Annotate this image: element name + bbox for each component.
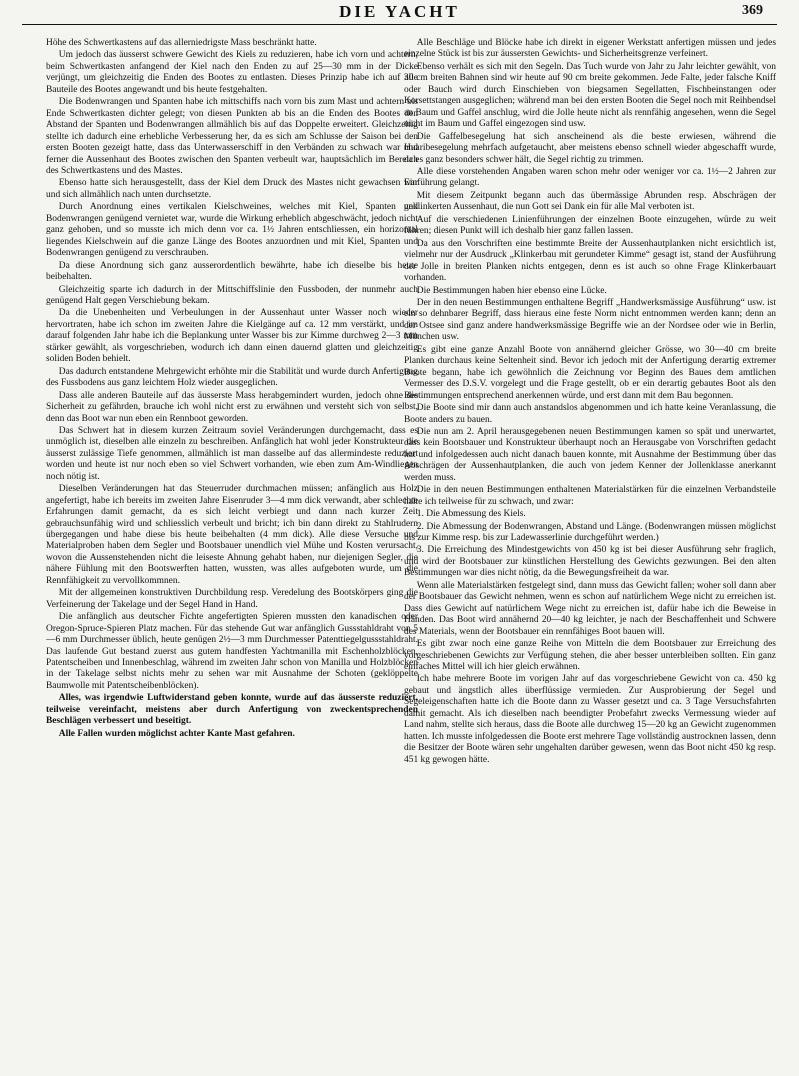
paragraph: Mit der allgemeinen konstruktiven Durchbildung resp. Veredelung des Bootskörpers ging die Verfeinerung der Takelage und der Segel Hand in Hand.: [46, 588, 418, 610]
paragraph: Die in den neuen Bestimmungen enthaltenen Materialstärken für die einzelnen Verbandsteile halte ich teilweise für zu schwach, und zwar:: [404, 485, 776, 507]
paragraph: 1. Die Abmessung des Kiels.: [416, 509, 526, 520]
paragraph: Ebenso verhält es sich mit den Segeln. Das Tuch wurde von Jahr zu Jahr leichter gewählt, von 30 cm breiten Bahnen sind wir heute auf 90 cm breite gekommen. Jede Falte, jeder falsche Kniff oder Bauch wird durch Einschieben von biegsamen Segellatten, Fischbeinstangen oder Korsettstangen ausgeglichen; während man bei den ersten Booten die Segel noch mit Reihbendsel an Baum und Gaffel anschlug, wird die Jolle heute nicht als rennfähig angesehen, wenn die Segel nicht im Baum und Gaffel eingezogen sind usw.: [404, 61, 776, 130]
paragraph: Die Bestimmungen haben hier ebenso eine Lücke.: [416, 285, 607, 296]
paragraph: Durch Anordnung eines vertikalen Kielschweines, welches mit Kiel, Spanten und Bodenwrangen genügend vernietet war, wurde die Wirkung erheblich abgeschwächt, jedoch nicht ganz gehoben, und so musste ich mich denn vor ca. 1½ Jahren entschliessen, ein horizontal liegendes Kielschwein auf die ganze Länge des Bootes anzuordnen und mit Kiel, Spanten und Bodenwrangen genügend zu verschrauben.: [46, 202, 418, 259]
running-title: DIE YACHT: [339, 2, 460, 21]
paragraph: Höhe des Schwertkastens auf das allerniedrigste Mass beschränkt hatte.: [46, 38, 317, 48]
paragraph: 2. Die Abmessung der Bodenwrangen, Abstand und Länge. (Bodenwrangen müssen möglichst bis zur Kimme resp. bis zur Ladewasserlinie durchgeführt werden.): [404, 521, 776, 544]
paragraph: Um jedoch das äusserst schwere Gewicht des Kiels zu reduzieren, habe ich vorn und achtern, beim Schwertkasten anfangend der Kiel nach den Enden zu auf 25—30 mm in der Dicke verjüngt, um gleichzeitig die Enden des Bootes zu entlasten. Dieses Prinzip habe ich auf alle Bauteile des Bootes angewandt und bis heute festgehalten.: [46, 50, 418, 95]
paragraph: Mit diesem Zeitpunkt begann auch das übermässige Abrunden resp. Abschrägen der geklinkerten Aussenhaut, die nun Gott sei Dank ein für alle Mal verboten ist.: [404, 190, 776, 213]
page-number: 369: [742, 3, 763, 18]
paragraph: Es gibt zwar noch eine ganze Reihe von Mitteln die dem Bootsbauer zur Erreichung des vorgeschriebenen Gewichts zur Verfügung stehen, die aber besser unterbleiben sollten. Ein ganz einfaches Mittel will ich hier gleich erwähnen.: [404, 639, 776, 673]
paragraph: Die anfänglich aus deutscher Fichte angefertigten Spieren mussten den kanadischen oder Oregon-Spruce-Spieren Platz machen. Für das stehende Gut war anfänglich Gussstahldraht von 5—6 mm Durchmesser üblich, heute genügen 2½—3 mm Durchmesser Patenttiegelgussstahldraht. Das laufende Gut bestand zuerst aus gutem handfesten Yachtmanilla mit Eschenholzblöcken, Patentscheiben und Innenbeschlag, während im zweiten Jahr schon von Manilla und Holzblöcken in der Takelage selbst nichts mehr zu sehen war mit Ausnahme der Schoten (geklöppelte Baumwolle mit Patentscheibenblöcken).: [46, 612, 418, 691]
paragraph: Da aus den Vorschriften eine bestimmte Breite der Aussenhautplanken nicht ersichtlich ist, vielmehr nur der Ausdruck „Klinkerbau mit gerundeter Kimme“ gesagt ist, stand der Ausführung der Jolle in breiten Planken nichts entgegen, denn es ist auch so ohne Frage Klinkerbauart vorhanden.: [404, 238, 776, 284]
paragraph: Ich habe mehrere Boote im vorigen Jahr auf das vorgeschriebene Gewicht von ca. 450 kg gebaut und ängstlich alles überflüssige vermieden. Zur Ausprobierung der Segel und Segeleigenschaften hatte ich die Boote dann zu Wasser gesetzt und ca. 3 Tage Versuchsfahrten damit gemacht. Als ich dieselben nach beendigter Probefahrt zwecks Vermessung wieder auf Land nahm, stellte sich heraus, dass die Boote alle durchweg 15—20 kg an Gewicht zugenommen hatten. Ich musste infolgedessen die Boote erst mehrere Tage vollständig austrocknen lassen, denn die Besitzer der Boote wären sehr ungehalten darüber gewesen, wenn das Boot nicht 450 kg resp. 451 kg gewogen hätte.: [404, 674, 776, 765]
paragraph: Der in den neuen Bestimmungen enthaltene Begriff „Handwerksmässige Ausführung“ usw. ist ein so dehnbarer Begriff, dass hieraus eine feste Norm nicht entnommen werden kann; denn an der Ostsee sind ganz andere handwerksmässige Begriffe wie an der Nordsee oder wie in Berlin, München usw.: [404, 297, 776, 343]
paragraph: Alles, was irgendwie Luftwiderstand geben konnte, wurde auf das äusserste reduziert, teilweise vereinfacht, meistens aber durch Anfertigung von zweckentsprechenden Beschlägen verbessert und beseitigt.: [46, 693, 418, 727]
paragraph: Es gibt eine ganze Anzahl Boote von annähernd gleicher Grösse, wo 30—40 cm breite Planken durchaus keine Seltenheit sind. Bevor ich jedoch mit der Anfertigung derartig extremer Boote begann, habe ich gewöhnlich die Zeichnung vor Beginn des Baues dem amtlichen Vermesser des D.S.V. vorgelegt und die Frage gestellt, ob er ein derartig gebautes Boot als den Bestimmungen entsprechend anerkennen würde, und erst dann mit dem Bau begonnen.: [404, 344, 776, 401]
page-header: [0, 0, 799, 24]
paragraph: Das dadurch entstandene Mehrgewicht erhöhte mir die Stabilität und wurde durch Anfertigung des Fussbodens aus ganz leichtem Holz wieder ausgeglichen.: [46, 366, 418, 389]
paragraph: Dass alle anderen Bauteile auf das äusserste Mass herabgemindert wurden, jedoch ohne die Sicherheit zu gefährden, brauche ich wohl nicht erst zu erwähnen und versteht sich von selbst, denn das Boot war nun eben ein Rennboot geworden.: [46, 390, 418, 424]
paragraph: Alle diese vorstehenden Angaben waren schon mehr oder weniger vor ca. 1½—2 Jahren zur Einführung gelangt.: [404, 166, 776, 189]
paragraph: Auf die verschiedenen Linienführungen der einzelnen Boote einzugehen, würde zu weit führen; diesen Punkt will ich deshalb hier ganz fallen lassen.: [404, 214, 776, 237]
paragraph: Das Schwert hat in diesem kurzen Zeitraum soviel Veränderungen durchgemacht, dass es unmöglich ist, dieselben alle einzeln zu beschreiben. Anfänglich hat wohl jeder Konstrukteur die äusserst zulässige Tiefe genommen, allmählich ist man dasselbe auf das allermindeste reduziert worden und heute ist nur noch eben so viel Schwert vorhanden, wie eben zum Am-Windliegen noch nötig ist.: [46, 425, 418, 482]
paragraph: Die Gaffelbesegelung hat sich anscheinend als die beste erwiesen, während die Huaribesegelung mehrfach aufgetaucht, aber meistens ebenso schnell wieder abgeschafft wurde, da es ganz besonders schwer hält, die Segel richtig zu trimmen.: [404, 131, 776, 165]
right-column: [404, 38, 776, 1048]
paragraph: Die Bodenwrangen und Spanten habe ich mittschiffs nach vorn bis zum Mast und achtern bis Ende Schwertkasten dichter gelegt; von diesen Punkten ab bis an die Enden des Bootes den Abstand der Spanten und Bodenwrangen allmählich bis auf das Doppelte erweitert. Gleichzeitig stellte ich dadurch eine erhebliche Verbesserung her, da es sich am Schlusse der Saison bei den ersten Booten gezeigt hatte, dass das Unterwasserschiff in den Verbänden zu schwach war und ferner die Aussenhaut des Bootes zwischen den Spanten verbeult war, hauptsächlich im Bereich des Schwertkastens und des Mastes.: [46, 97, 418, 176]
paragraph: Da die Unebenheiten und Verbeulungen in der Aussenhaut unter Wasser noch wieder hervortraten, habe ich schon im zweiten Jahre die Kielgänge auf ca. 12 mm verstärkt, und im darauf folgenden Jahr habe ich die Beplankung unter Wasser bis zur Kimme durchweg 2—3 mm stärker gewählt, als vorgeschrieben, wodurch ich dann einen dauernd glatten und gleichzeitig soliden Boden behielt.: [46, 308, 418, 365]
header-rule: [22, 24, 777, 25]
paragraph: Die Boote sind mir dann auch anstandslos abgenommen und ich hatte keine Veranlassung, die Boote anders zu bauen.: [404, 403, 776, 425]
paragraph: Wenn alle Materialstärken festgelegt sind, dann muss das Gewicht fallen; woher soll dann aber der Bootsbauer das Gewicht nehmen, wenn es schon auf natürlichem Wege nicht zu erreichen ist. Dass dies Gewicht auf natürlichem Wege nicht zu erreichen ist, dafür habe ich die Beweise in Händen. Das Boot wird annähernd 20—40 kg leichter, je nach der Beschaffenheit und Schwere des Materials, wenn der Bootsbauer ein rennfähiges Boot bauen will.: [404, 580, 776, 637]
paragraph: Gleichzeitig sparte ich dadurch in der Mittschiffslinie den Fussboden, der nunmehr auch genügend Halt gegen Verschiebung bekam.: [46, 284, 418, 306]
paragraph: Da diese Anordnung sich ganz ausserordentlich bewährte, habe ich dieselbe bis heute beibehalten.: [46, 260, 418, 283]
paragraph: 3. Die Erreichung des Mindestgewichts von 450 kg ist bei dieser Ausführung sehr fraglich, und wird der Bootsbauer zur künstlichen Herstellung des Gewichts gezwungen. Bei den alten Bestimmungen war dies nicht nötig, da die Bewegungsfreiheit da war.: [404, 545, 776, 579]
paragraph: Ebenso hatte sich herausgestellt, dass der Kiel dem Druck des Mastes nicht gewachsen war und sich allmählich nach unten durchsetzte.: [46, 178, 418, 200]
paragraph: Alle Beschläge und Blöcke habe ich direkt in eigener Werkstatt anfertigen müssen und jedes einzelne Stück ist bis zur äussersten Gewichts- und Sicherheitsgrenze verfeinert.: [404, 38, 776, 60]
paragraph: Alle Fallen wurden möglichst achter Kante Mast gefahren.: [58, 728, 295, 739]
paragraph: Die nun am 2. April herausgegebenen neuen Bestimmungen kamen so spät und unerwartet, dass kein Bootsbauer und Konstrukteur überhaupt noch an Herausgabe von Vorschriften gedacht hat und infolgedessen auch nicht danach bauen konnte, mit Ausnahme der Bestimmung über das Abschrägen der Aussenhautplanken, die auch von jedem Kenner der Jollenklasse anerkannt werden muss.: [404, 426, 776, 483]
paragraph: Dieselben Veränderungen hat das Steuerruder durchmachen müssen; anfänglich aus Holz angefertigt, habe ich bereits im zweiten Jahre Eisenruder 3—4 mm dick verwandt, aber schlechte Erfahrungen damit gemacht, da es sich leicht verbiegt und dann nach kurzer Zeit gebrauchsunfähig wird und schliesslich verbeult und bricht; ich bin dann direkt zu Stahlrudern übergegangen und habe diese bis heute beibehalten (4 mm dick). Alle diese Versuche und Materialproben haben dem Segler und Bootsbauer unendlich viel Mühe und Kosten verursacht, wovon die Aussenstehenden nicht die leiseste Ahnung gehabt haben, nur diejenigen Segler, die nähere Fühlung mit den Bootswerften hatten, wussten, was alles aufgeboten wurde, um die Rennfähigkeit zu vervollkommnen.: [46, 484, 418, 586]
left-column: [46, 38, 418, 1048]
